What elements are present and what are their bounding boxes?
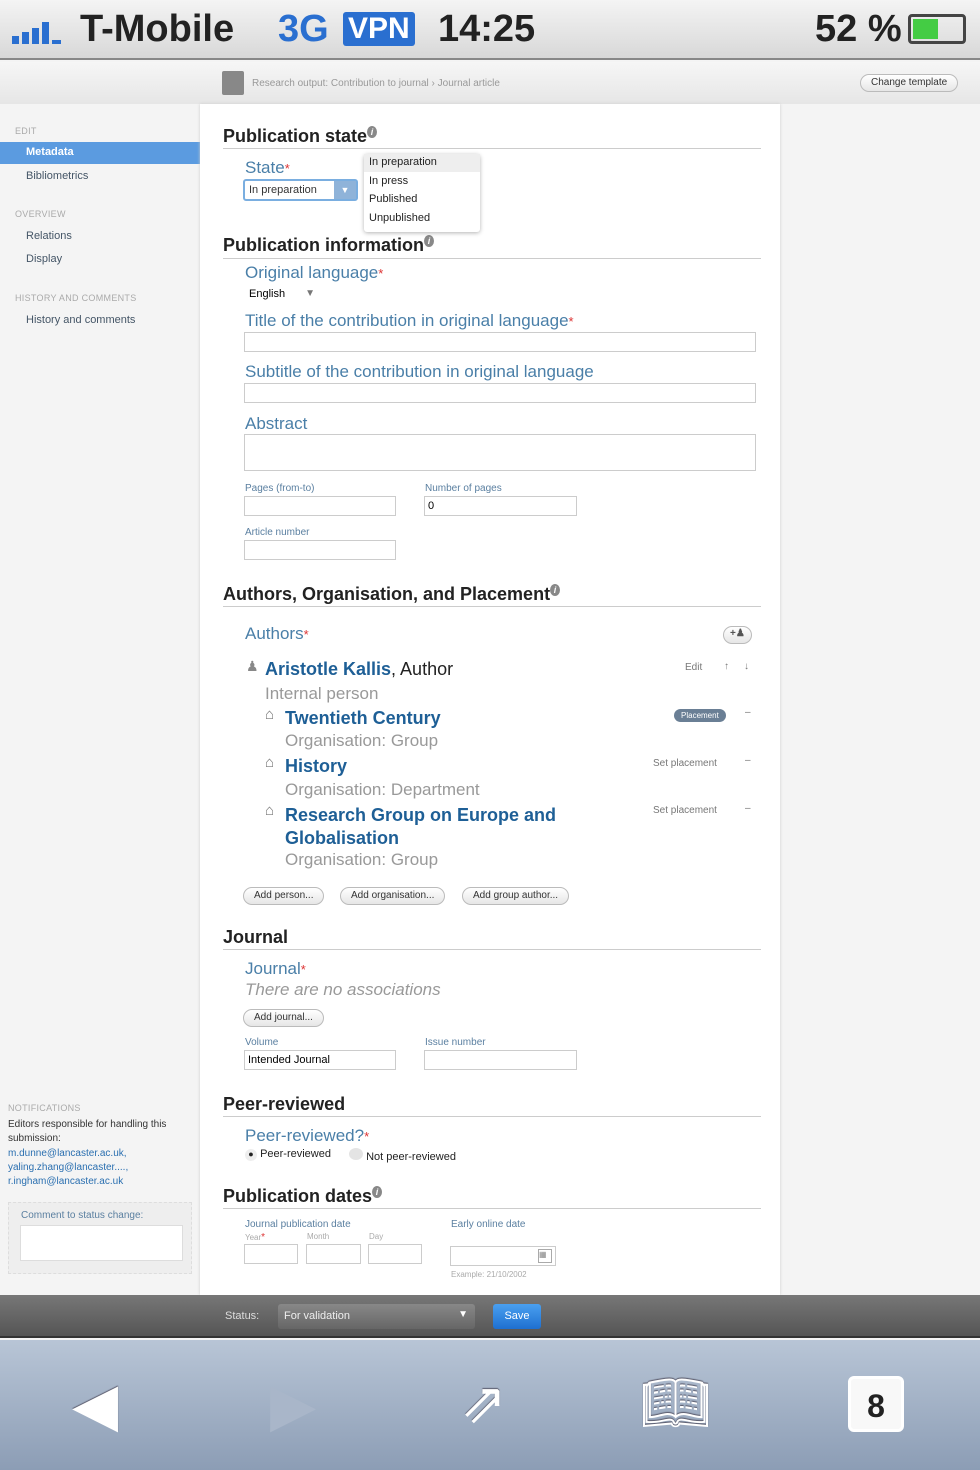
notifications-heading: NOTIFICATIONS <box>8 1103 81 1113</box>
status-select-value: For validation <box>284 1310 351 1322</box>
state-option[interactable]: Unpublished <box>369 212 431 224</box>
sidebar-item-metadata[interactable] <box>0 142 200 164</box>
state-select-value: In preparation <box>249 184 317 196</box>
breadcrumb: Research output: Contribution to journal › Journal article <box>252 78 500 89</box>
num-pages-label: Number of pages <box>425 483 502 494</box>
sidebar <box>0 104 200 1295</box>
carrier: T-Mobile <box>80 8 235 50</box>
journal-date-label: Journal publication date <box>245 1219 351 1230</box>
signal-icon <box>12 22 72 44</box>
abstract-label: Abstract <box>245 414 308 433</box>
radio-peer-reviewed[interactable]: ● Peer-reviewed <box>245 1148 331 1161</box>
author-name-link[interactable]: Aristotle Kallis <box>265 659 392 679</box>
add-journal-button[interactable]: Add journal... <box>243 1009 324 1027</box>
status-label: Status: <box>225 1310 260 1322</box>
abstract-input[interactable] <box>244 434 756 471</box>
tabs-button[interactable]: 8 <box>848 1376 904 1432</box>
month-input[interactable] <box>306 1244 361 1264</box>
email-link[interactable]: yaling.zhang@lancaster...., <box>8 1162 129 1173</box>
org-link[interactable]: History <box>285 756 348 776</box>
state-option[interactable]: In preparation <box>364 154 480 172</box>
pages-label: Pages (from-to) <box>245 483 315 494</box>
status-bar-bottom <box>0 1295 980 1338</box>
comment-textarea[interactable] <box>20 1225 183 1261</box>
forward-icon[interactable]: ▶ <box>270 1371 317 1438</box>
info-icon[interactable]: i <box>372 1186 382 1198</box>
ios-status-bar <box>0 0 980 60</box>
article-number-input[interactable] <box>244 540 396 560</box>
sidebar-item-label: Metadata <box>26 146 74 158</box>
home-icon: ⌂ <box>265 802 275 819</box>
save-button[interactable]: Save <box>493 1304 541 1329</box>
radio-not-peer-reviewed[interactable]: Not peer-reviewed <box>349 1148 456 1163</box>
year-label: Year* <box>245 1232 266 1243</box>
section-heading: Publication information i <box>223 235 434 256</box>
sidebar-heading-history: HISTORY AND COMMENTS <box>15 293 137 303</box>
section-heading: Peer-reviewed <box>223 1094 346 1114</box>
author-entry: Aristotle Kallis, Author <box>265 659 454 679</box>
bookmarks-icon[interactable]: 📖︎ <box>640 1371 712 1434</box>
add-person-icon[interactable]: +♟ <box>723 626 752 644</box>
issue-input[interactable] <box>424 1050 577 1070</box>
pages-input[interactable] <box>244 496 396 516</box>
change-template-button[interactable]: Change template <box>860 74 958 92</box>
month-label: Month <box>307 1232 330 1241</box>
add-organisation-button[interactable]: Add organisation... <box>340 887 445 905</box>
clock: 14:25 <box>438 8 536 50</box>
volume-input[interactable]: Intended Journal <box>244 1050 396 1070</box>
battery-percent: 52 % <box>815 8 902 50</box>
state-option[interactable]: Published <box>369 193 418 205</box>
battery-icon <box>908 14 966 44</box>
info-icon[interactable]: i <box>367 126 377 138</box>
early-online-input[interactable] <box>450 1246 556 1266</box>
org-type: Organisation: Group <box>285 731 439 750</box>
state-label: State* <box>245 158 290 177</box>
remove-icon[interactable]: – <box>745 707 751 718</box>
num-pages-input[interactable]: 0 <box>424 496 577 516</box>
remove-icon[interactable]: – <box>745 803 751 814</box>
section-heading: Publication state i <box>223 126 377 147</box>
chevron-down-icon: ▼ <box>458 1309 468 1320</box>
chevron-down-icon: ▼ <box>334 181 356 199</box>
title-input[interactable] <box>244 332 756 352</box>
org-type: Organisation: Department <box>285 780 480 799</box>
sidebar-heading-edit: EDIT <box>15 126 37 136</box>
date-example: Example: 21/10/2002 <box>451 1270 527 1279</box>
sidebar-item-history[interactable]: History and comments <box>26 314 136 326</box>
section-heading: Journal <box>223 927 289 947</box>
org-type: Organisation: Group <box>285 850 439 869</box>
state-select[interactable] <box>243 179 358 201</box>
authors-label: Authors* <box>245 624 309 643</box>
back-icon[interactable]: ◀ <box>72 1371 119 1438</box>
edit-author-link[interactable]: Edit <box>685 662 703 673</box>
person-icon: ♟ <box>246 658 259 674</box>
home-icon: ⌂ <box>265 754 275 771</box>
radio-checked-icon: ● <box>245 1149 257 1161</box>
set-placement-link[interactable]: Set placement <box>653 758 717 769</box>
section-heading: Authors, Organisation, and Placement i <box>223 584 560 605</box>
state-option[interactable]: In press <box>369 175 409 187</box>
add-group-author-button[interactable]: Add group author... <box>462 887 569 905</box>
language-label: Original language* <box>245 263 384 282</box>
arrow-up-icon[interactable]: ↑ <box>724 661 729 672</box>
share-icon[interactable]: ⇗ <box>460 1371 507 1434</box>
book-icon <box>222 71 244 95</box>
home-icon: ⌂ <box>265 706 275 723</box>
comment-label: Comment to status change: <box>21 1210 144 1221</box>
vpn-badge: VPN <box>343 12 415 46</box>
placement-badge[interactable]: Placement <box>674 709 726 722</box>
set-placement-link[interactable]: Set placement <box>653 805 717 816</box>
calendar-icon[interactable]: ▦ <box>538 1249 552 1263</box>
no-associations-text: There are no associations <box>245 980 441 999</box>
volume-label: Volume <box>245 1037 279 1048</box>
state-dropdown-menu <box>364 154 480 232</box>
title-label: Title of the contribution in original language* <box>245 311 574 330</box>
safari-toolbar <box>0 1340 980 1470</box>
status-select[interactable] <box>278 1304 475 1329</box>
section-heading: Publication dates i <box>223 1186 382 1207</box>
org-link[interactable]: Research Group on Europe and Globalisation <box>285 805 557 848</box>
sidebar-item-display[interactable]: Display <box>26 253 63 265</box>
journal-label: Journal* <box>245 959 306 978</box>
org-link[interactable]: Twentieth Century <box>285 708 441 728</box>
notifications-text: Editors responsible for handling this submission: <box>8 1119 167 1144</box>
day-input[interactable] <box>368 1244 422 1264</box>
info-icon[interactable]: i <box>424 235 434 247</box>
language-select[interactable]: English ▼ <box>244 285 319 305</box>
network-type: 3G <box>278 8 329 50</box>
article-number-label: Article number <box>245 527 310 538</box>
day-label: Day <box>369 1232 384 1241</box>
arrow-down-icon[interactable]: ↓ <box>744 661 749 672</box>
person-type: Internal person <box>265 684 379 703</box>
main-form <box>200 104 780 1295</box>
comment-box <box>8 1202 192 1274</box>
add-person-button[interactable]: Add person... <box>243 887 324 905</box>
sidebar-item-bibliometrics[interactable]: Bibliometrics <box>26 170 89 182</box>
sidebar-heading-overview: OVERVIEW <box>15 209 66 219</box>
peer-reviewed-label: Peer-reviewed?* <box>245 1126 370 1145</box>
early-online-label: Early online date <box>451 1219 526 1230</box>
sidebar-item-relations[interactable]: Relations <box>26 230 72 242</box>
year-input[interactable] <box>244 1244 298 1264</box>
editor-emails <box>8 1147 128 1189</box>
right-gutter <box>780 104 980 1295</box>
info-icon[interactable]: i <box>550 584 560 596</box>
issue-label: Issue number <box>425 1037 486 1048</box>
remove-icon[interactable]: – <box>745 755 751 766</box>
editor-toolbar <box>0 62 980 104</box>
subtitle-input[interactable] <box>244 383 756 403</box>
email-link[interactable]: m.dunne@lancaster.ac.uk, <box>8 1148 127 1159</box>
subtitle-label: Subtitle of the contribution in original language <box>245 362 594 381</box>
email-link[interactable]: r.ingham@lancaster.ac.uk <box>8 1176 124 1187</box>
